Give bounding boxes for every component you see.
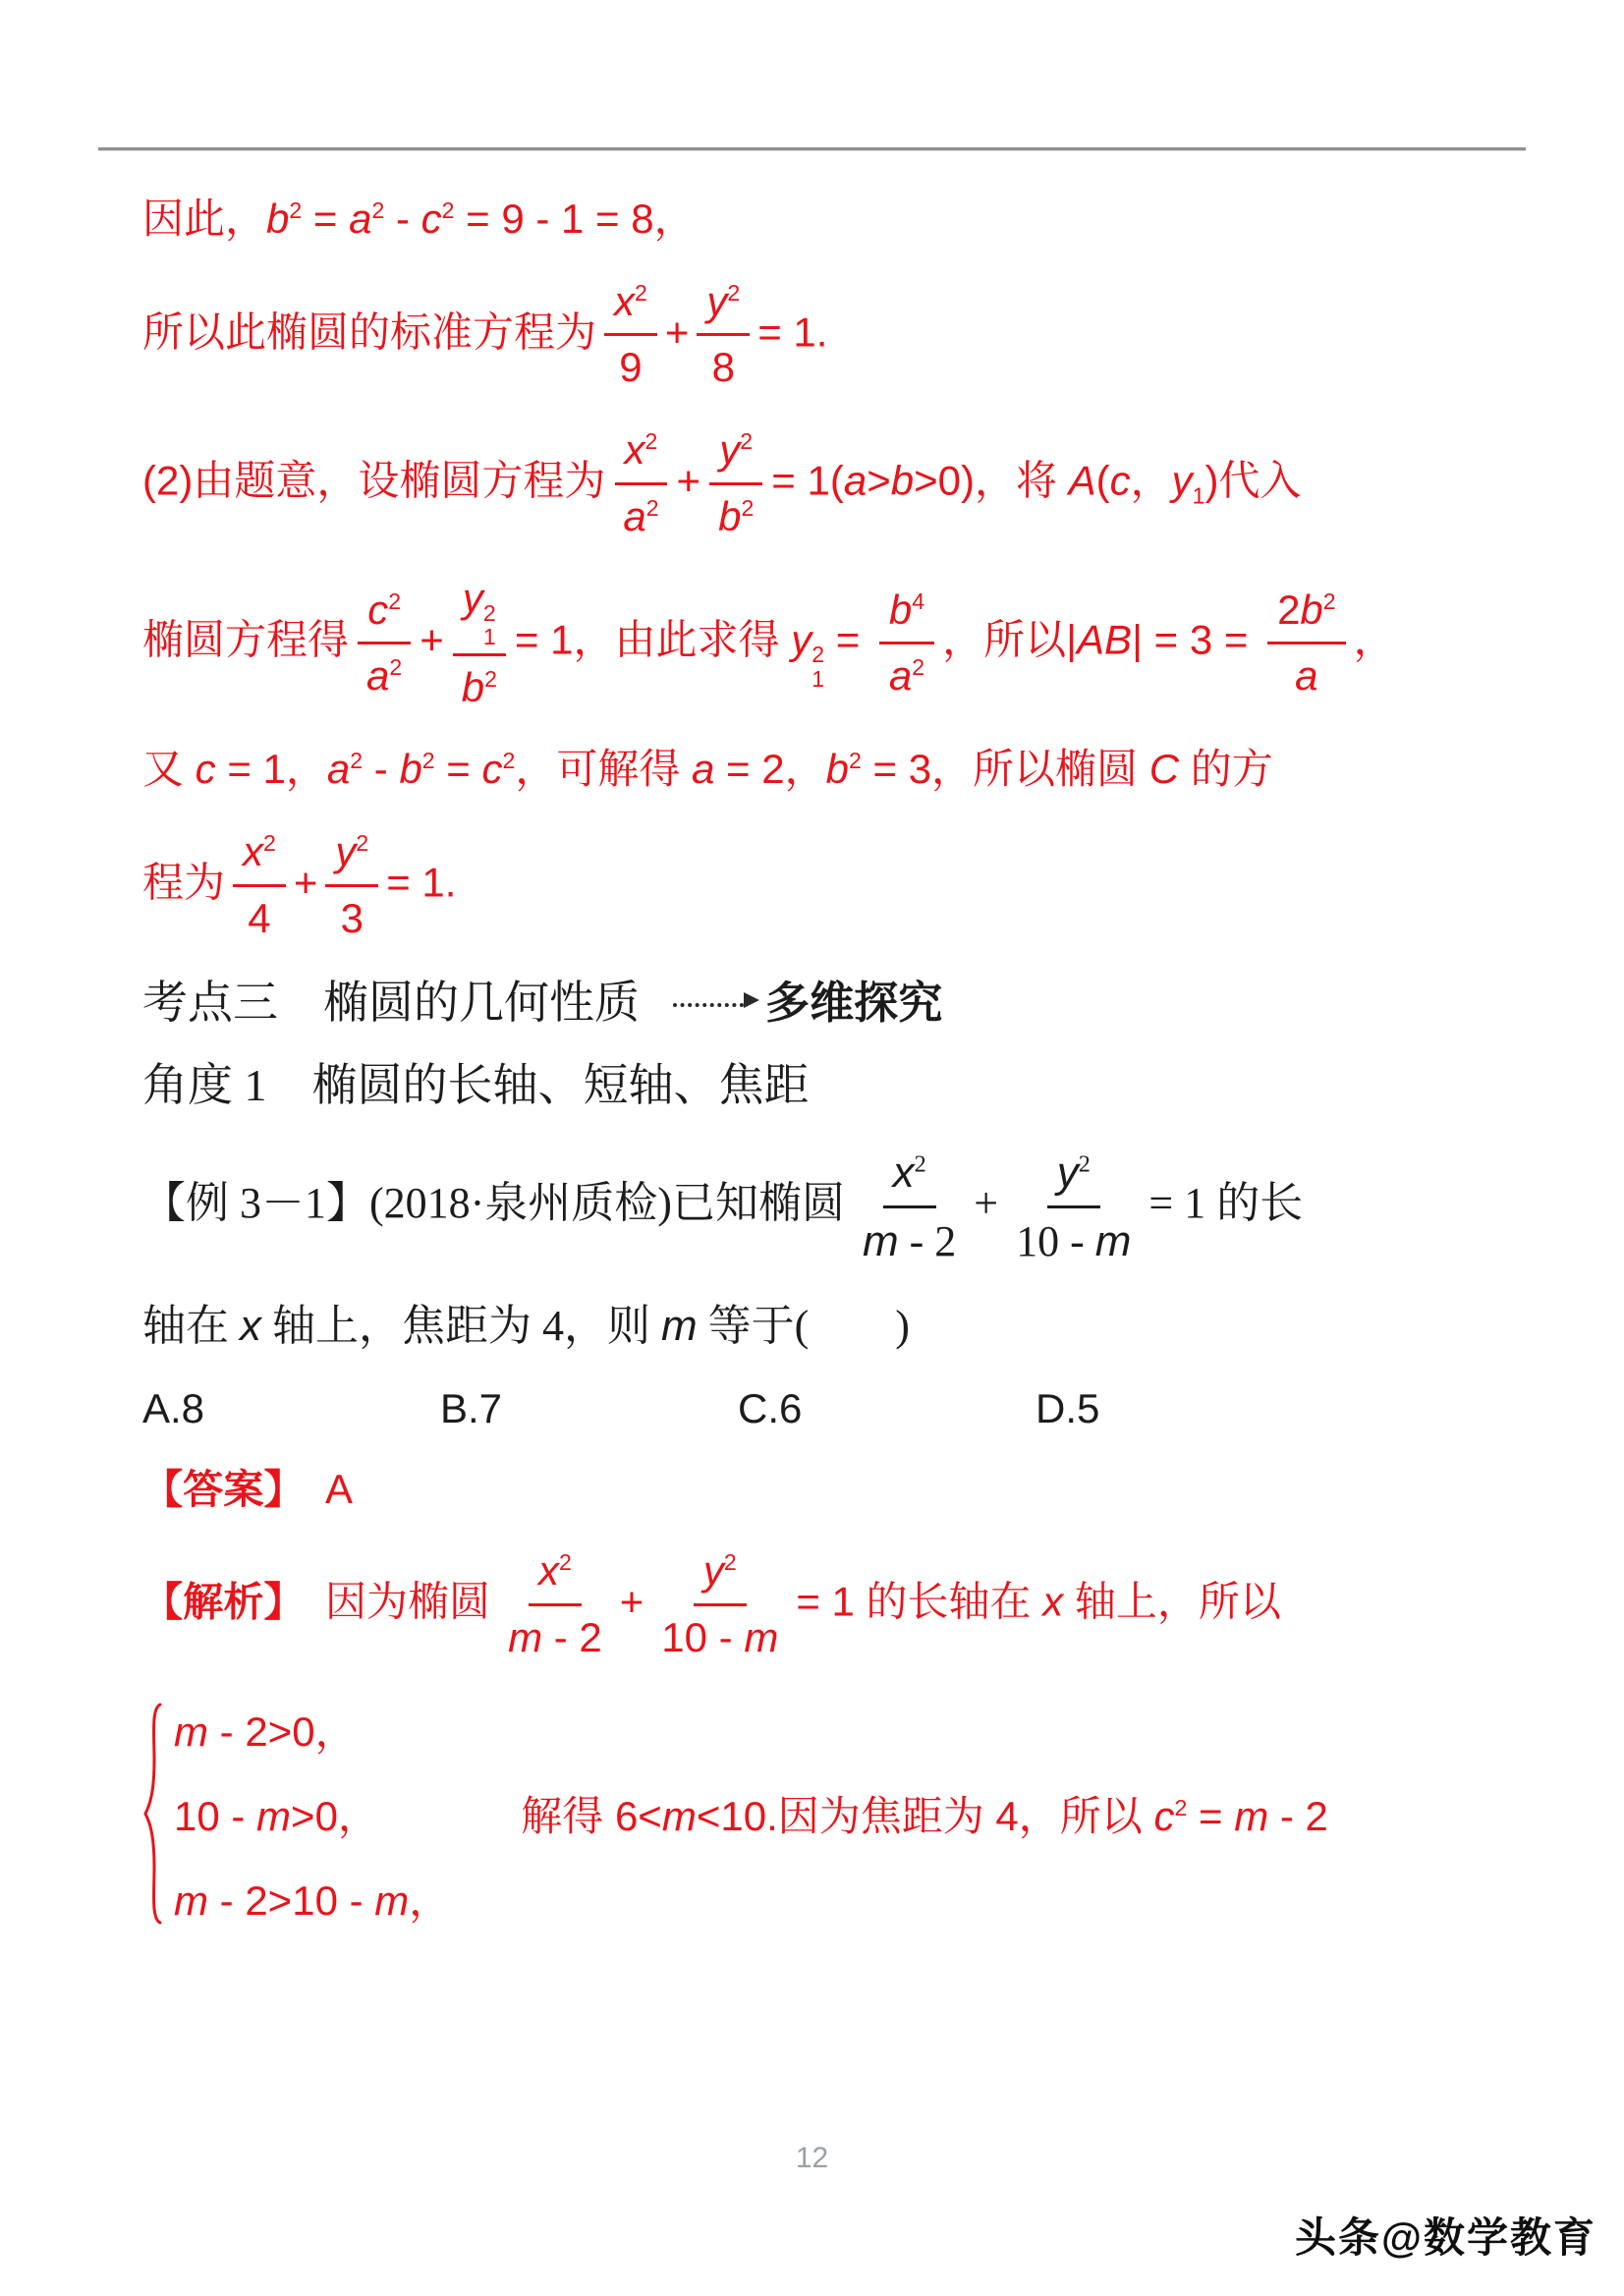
text-run: ，所以| bbox=[942, 616, 1078, 663]
math-variable: m bbox=[661, 1302, 698, 1351]
math-supsub bbox=[482, 599, 496, 650]
text-run: 10 - bbox=[1016, 1216, 1095, 1265]
superscript: 2 bbox=[350, 748, 364, 774]
text-run: 程为 bbox=[142, 859, 226, 906]
text-run: 角度 1 椭圆的长轴、短轴、焦距 bbox=[142, 1060, 810, 1111]
math-fraction bbox=[651, 1543, 788, 1665]
text-run: 所以此椭圆的标准方程为 bbox=[142, 308, 597, 355]
math-variable: b bbox=[888, 586, 913, 633]
text-run: ， bbox=[1353, 616, 1395, 663]
superscript: 2 bbox=[484, 665, 497, 692]
text-run: = 1 的长轴在 bbox=[796, 1578, 1043, 1625]
math-variable: AB bbox=[1077, 616, 1133, 663]
math-fraction bbox=[879, 583, 934, 704]
equation-system bbox=[142, 1700, 1528, 1928]
text-run: 的方 bbox=[1179, 746, 1273, 793]
math-variable: a bbox=[1295, 652, 1318, 700]
superscript: 2 bbox=[644, 428, 658, 455]
math-variable: x bbox=[614, 277, 636, 324]
fraction-denominator bbox=[357, 644, 412, 704]
math-variable: y bbox=[335, 827, 357, 874]
text-run: 考点三 椭圆的几何性质 bbox=[142, 978, 640, 1029]
system-row bbox=[174, 1869, 450, 1928]
text-run: A bbox=[284, 1465, 354, 1512]
math-variable: y bbox=[706, 277, 728, 324]
text-line bbox=[142, 571, 1528, 715]
math-variable: m bbox=[1234, 1792, 1269, 1839]
text-line bbox=[142, 742, 1528, 798]
text-run: 轴上，所以 bbox=[1063, 1578, 1281, 1625]
text-run: = 1，由此求得 bbox=[514, 616, 792, 663]
subscript: 1 bbox=[812, 665, 825, 692]
superscript: 2 bbox=[1322, 588, 1336, 614]
text-line bbox=[142, 824, 1528, 946]
math-variable: y bbox=[1056, 1148, 1079, 1197]
text-run: )代入 bbox=[1204, 457, 1302, 504]
superscript: 4 bbox=[912, 588, 925, 614]
superscript: 2 bbox=[914, 1149, 926, 1177]
math-fraction bbox=[452, 571, 507, 715]
math-variable: A bbox=[1068, 457, 1096, 504]
text-line bbox=[142, 1144, 1528, 1271]
text-run: 3 bbox=[340, 894, 364, 941]
fraction-numerator bbox=[529, 1543, 582, 1606]
text-run: + bbox=[676, 457, 701, 504]
superscript: 2 bbox=[740, 428, 754, 455]
text-line bbox=[142, 422, 1528, 544]
fraction-denominator bbox=[1285, 644, 1327, 704]
superscript: 2 bbox=[371, 197, 385, 223]
superscript: 2 bbox=[482, 599, 496, 626]
math-variable: y bbox=[719, 426, 741, 474]
math-variable: a bbox=[692, 746, 715, 793]
math-variable: m bbox=[661, 1792, 697, 1839]
text-run: 因此， bbox=[142, 196, 267, 242]
text-run: 4 bbox=[248, 894, 271, 941]
text-line bbox=[142, 973, 1528, 1034]
bold-text: 多维探究 bbox=[765, 978, 943, 1029]
text-run: + bbox=[420, 616, 444, 663]
fraction-denominator bbox=[702, 336, 745, 396]
text-run: = 2， bbox=[714, 746, 826, 793]
math-variable: y bbox=[791, 616, 812, 663]
math-variable: m bbox=[174, 1708, 208, 1755]
text-run: <10.因为焦距为 4，所以 bbox=[696, 1792, 1154, 1839]
text-run: ( bbox=[1095, 457, 1110, 504]
math-variable: b bbox=[1300, 586, 1323, 633]
math-fraction bbox=[1006, 1144, 1141, 1271]
option-item: C.6 bbox=[738, 1384, 803, 1431]
text-line bbox=[142, 1462, 1528, 1518]
superscript: 2 bbox=[289, 197, 303, 223]
math-variable: m bbox=[174, 1876, 208, 1924]
text-run: = 1. bbox=[757, 308, 828, 355]
superscript: 2 bbox=[635, 279, 647, 306]
section-divider bbox=[98, 147, 1526, 151]
subscript: 1 bbox=[1192, 482, 1205, 509]
text-run: - bbox=[384, 196, 421, 242]
option-item: B.7 bbox=[440, 1384, 503, 1431]
math-fraction bbox=[233, 824, 286, 946]
fraction-numerator bbox=[358, 583, 411, 645]
text-run: 8 bbox=[711, 344, 735, 391]
math-variable: m bbox=[744, 1614, 779, 1661]
subscript: 1 bbox=[482, 624, 496, 650]
fraction-denominator bbox=[879, 644, 934, 704]
text-run: 轴在 bbox=[142, 1302, 240, 1351]
math-variable: c bbox=[1109, 457, 1131, 504]
superscript: 2 bbox=[1078, 1149, 1091, 1177]
math-variable: y bbox=[1171, 457, 1193, 504]
math-variable: c bbox=[195, 746, 216, 793]
superscript: 2 bbox=[1174, 1794, 1188, 1820]
dotted-arrow-icon bbox=[673, 998, 744, 1007]
text-run: 解得 6< bbox=[521, 1792, 662, 1839]
math-variable: b bbox=[266, 196, 290, 242]
fraction-denominator bbox=[609, 336, 651, 396]
fraction-numerator bbox=[697, 274, 750, 337]
text-run: - bbox=[363, 746, 400, 793]
math-variable: C bbox=[1148, 746, 1180, 793]
fraction-numerator bbox=[694, 1543, 747, 1606]
text-run: - 2>10 - bbox=[208, 1876, 375, 1924]
fraction-numerator bbox=[233, 824, 286, 887]
option-item: D.5 bbox=[1036, 1384, 1100, 1431]
superscript: 2 bbox=[389, 654, 403, 681]
text-line bbox=[142, 192, 1528, 248]
superscript: 2 bbox=[502, 748, 516, 774]
text-run: > bbox=[867, 457, 891, 504]
math-fraction bbox=[325, 824, 378, 946]
text-run: ，可解得 bbox=[515, 746, 693, 793]
bold-text: 【答案】 bbox=[142, 1466, 285, 1512]
fraction-numerator bbox=[1267, 583, 1346, 645]
text-run: 10 - bbox=[661, 1614, 745, 1661]
math-fraction bbox=[853, 1144, 966, 1271]
text-run: = bbox=[434, 746, 482, 793]
fraction-denominator bbox=[613, 485, 668, 545]
text-run: = 1( bbox=[771, 457, 844, 504]
math-variable: a bbox=[366, 652, 390, 700]
math-variable: a bbox=[326, 746, 351, 793]
superscript: 2 bbox=[263, 829, 276, 856]
math-variable: c bbox=[1153, 1792, 1175, 1839]
math-variable: b bbox=[399, 746, 422, 793]
text-run: 9 bbox=[619, 344, 643, 391]
math-variable: m bbox=[1094, 1216, 1132, 1265]
fraction-denominator bbox=[498, 1606, 612, 1666]
fraction-denominator bbox=[708, 485, 763, 545]
text-run: = 3，所以椭圆 bbox=[861, 746, 1149, 793]
text-run: - 2 bbox=[542, 1614, 602, 1661]
math-variable: m bbox=[374, 1876, 410, 1924]
fraction-denominator bbox=[452, 656, 507, 716]
fraction-numerator bbox=[1047, 1144, 1100, 1208]
text-run: 又 bbox=[142, 746, 196, 793]
text-run: 因为椭圆 bbox=[284, 1578, 491, 1625]
superscript: 2 bbox=[723, 1549, 737, 1576]
options-row bbox=[142, 1385, 1528, 1432]
superscript: 2 bbox=[848, 748, 862, 774]
text-line bbox=[142, 1055, 1528, 1116]
text-run: = 9 - 1 = 8， bbox=[454, 196, 696, 242]
bold-text: 【解析】 bbox=[142, 1579, 285, 1625]
system-conclusion bbox=[521, 1784, 1328, 1843]
math-variable: c bbox=[481, 746, 503, 793]
math-variable: m bbox=[256, 1792, 292, 1839]
math-variable: m bbox=[508, 1614, 543, 1661]
math-variable: b bbox=[890, 457, 915, 504]
document-content bbox=[142, 165, 1528, 1955]
text-run: = bbox=[824, 616, 871, 663]
math-fraction bbox=[613, 422, 668, 544]
text-run: + bbox=[664, 308, 690, 355]
superscript: 2 bbox=[812, 642, 825, 668]
text-run: ， bbox=[1130, 457, 1172, 504]
text-run: (2)由题意，设椭圆方程为 bbox=[142, 457, 606, 504]
fraction-denominator bbox=[651, 1606, 788, 1666]
math-fraction bbox=[697, 274, 750, 396]
superscript: 2 bbox=[441, 197, 455, 223]
math-variable: y bbox=[702, 1547, 724, 1595]
math-variable: c bbox=[367, 586, 389, 633]
superscript: 2 bbox=[912, 654, 925, 681]
superscript: 2 bbox=[727, 279, 741, 306]
text-run: - 2 bbox=[1268, 1792, 1328, 1839]
text-run: + bbox=[619, 1578, 644, 1625]
fraction-numerator bbox=[453, 571, 506, 655]
math-variable: x bbox=[240, 1302, 261, 1351]
fraction-numerator bbox=[883, 1144, 936, 1208]
system-row bbox=[174, 1784, 450, 1843]
math-variable: x bbox=[624, 426, 645, 474]
text-run: | = 3 = bbox=[1132, 616, 1260, 663]
text-run: = 1， bbox=[215, 746, 327, 793]
math-fraction bbox=[604, 274, 657, 396]
superscript: 2 bbox=[558, 1549, 572, 1576]
fraction-numerator bbox=[325, 824, 378, 887]
brace-icon bbox=[142, 1701, 164, 1927]
text-run: = 1. bbox=[386, 859, 457, 906]
text-run: 轴上，焦距为 4，则 bbox=[261, 1302, 661, 1351]
math-variable: m bbox=[862, 1216, 899, 1265]
text-run: >0， bbox=[291, 1792, 379, 1839]
math-variable: x bbox=[537, 1547, 559, 1595]
math-variable: a bbox=[843, 457, 868, 504]
math-variable: x bbox=[892, 1148, 915, 1197]
math-variable: a bbox=[623, 492, 646, 539]
math-supsub bbox=[812, 644, 824, 691]
math-variable: a bbox=[349, 196, 372, 242]
superscript: 2 bbox=[741, 494, 755, 521]
math-variable: b bbox=[825, 746, 849, 793]
superscript: 2 bbox=[645, 494, 659, 521]
text-run: + bbox=[293, 859, 318, 906]
text-run: + bbox=[974, 1178, 999, 1227]
text-line bbox=[142, 274, 1528, 396]
text-run: = bbox=[302, 196, 350, 242]
system-rows bbox=[174, 1700, 450, 1928]
watermark-text: 头条@数学教育 bbox=[1295, 2214, 1596, 2261]
superscript: 2 bbox=[356, 829, 369, 856]
page-number: 12 bbox=[795, 2142, 829, 2174]
math-variable: c bbox=[420, 196, 442, 242]
text-run: >0)，将 bbox=[914, 457, 1069, 504]
superscript: 2 bbox=[388, 588, 402, 614]
math-variable: b bbox=[718, 492, 742, 539]
fraction-numerator bbox=[879, 583, 934, 645]
text-line bbox=[142, 1543, 1528, 1665]
math-fraction bbox=[498, 1543, 612, 1665]
fraction-denominator bbox=[1006, 1208, 1141, 1270]
text-run: = 1 的长 bbox=[1148, 1178, 1304, 1227]
math-variable: a bbox=[888, 652, 913, 700]
math-variable: x bbox=[243, 827, 264, 874]
math-fraction bbox=[1267, 583, 1346, 704]
text-run: = bbox=[1187, 1792, 1235, 1839]
text-run: 等于( ) bbox=[697, 1302, 910, 1351]
fraction-denominator bbox=[853, 1208, 966, 1270]
superscript: 2 bbox=[421, 748, 435, 774]
text-run: 10 - bbox=[174, 1792, 257, 1839]
fraction-denominator bbox=[238, 887, 280, 947]
option-item: A.8 bbox=[142, 1384, 205, 1431]
text-run: - 2 bbox=[898, 1216, 957, 1265]
math-variable: x bbox=[1042, 1578, 1064, 1625]
text-line bbox=[142, 1297, 1528, 1355]
text-run: - 2>0， bbox=[208, 1708, 357, 1755]
math-variable: y bbox=[462, 575, 483, 622]
text-run: 【例 3－1】(2018·泉州质检)已知椭圆 bbox=[142, 1178, 845, 1227]
fraction-numerator bbox=[615, 422, 668, 485]
fraction-denominator bbox=[331, 887, 373, 947]
math-variable: b bbox=[461, 663, 485, 710]
text-run: 椭圆方程得 bbox=[142, 616, 350, 663]
system-row bbox=[174, 1700, 450, 1759]
text-run: 2 bbox=[1277, 586, 1301, 633]
text-run: ， bbox=[409, 1876, 451, 1924]
math-fraction bbox=[708, 422, 763, 544]
fraction-numerator bbox=[604, 274, 657, 337]
fraction-numerator bbox=[709, 422, 762, 485]
math-fraction bbox=[357, 583, 412, 704]
